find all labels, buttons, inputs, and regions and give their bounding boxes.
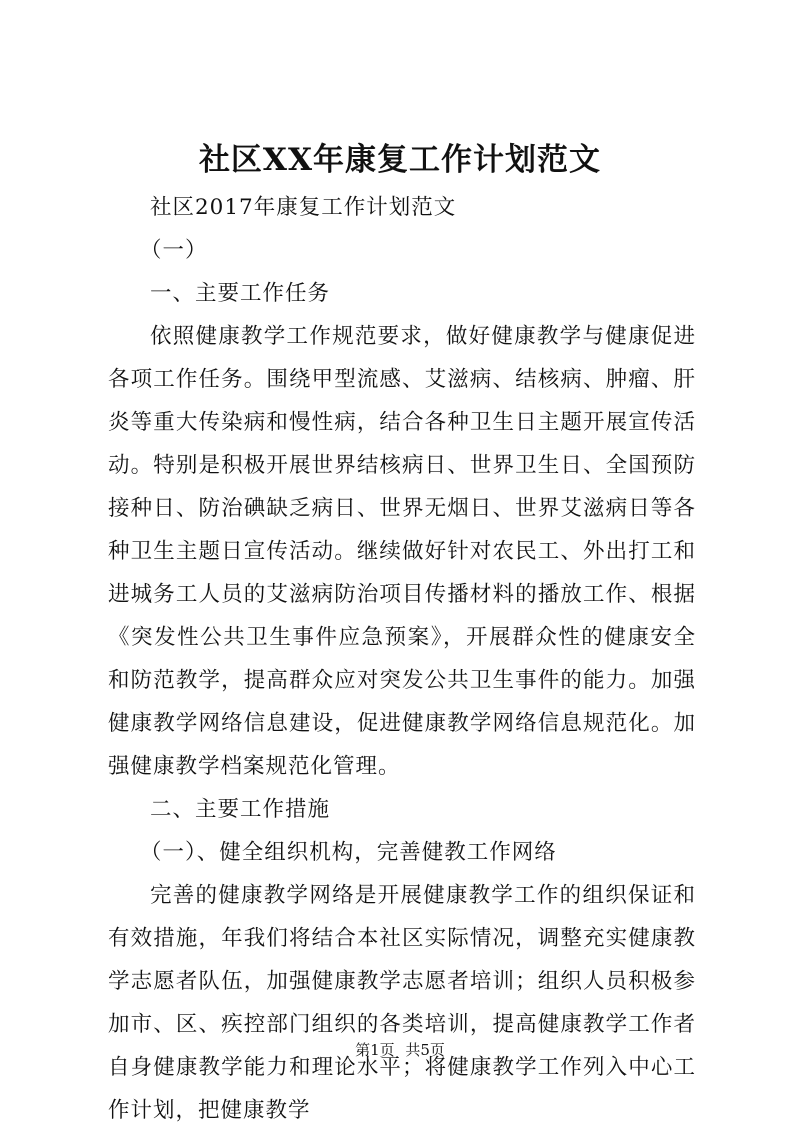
paragraph-tasks: 依照健康教学工作规范要求，做好健康教学与健康促进各项工作任务。围绕甲型流感、艾滋病、结核病、肿瘤、肝炎等重大传染病和慢性病，结合各种卫生日主题开展宣传活动。特别是积极开展世界结核病日、世界卫生日、全国预防接种日、防治碘缺乏病日、世界无烟日、世界艾滋病日等各种卫生主题日宣传活动。继续做好针对农民工、外出打工和进城务工人员的艾滋病防治项目传播材料的播放工作、根据《突发性公共卫生事件应急预案》，开展群众性的健康安全和防范教学，提高群众应对突发公共卫生事件的能力。加强健康教学网络信息建设，促进健康教学网络信息规范化。加强健康教学档案规范化管理。 [108,324,696,779]
section-heading-measures: 二、主要工作措施 [150,797,331,822]
document-body [108,186,696,1132]
document-subtitle: 社区2017年康复工作计划范文 [150,195,457,220]
section-heading-tasks: 一、主要工作任务 [150,281,331,306]
page-footer [0,1040,800,1060]
page-total: 共5页 [405,1041,445,1059]
page-number: 第1页 [355,1041,395,1059]
paragraph-organization: 完善的健康教学网络是开展健康教学工作的组织保证和有效措施，年我们将结合本社区实际情况，调整充实健康教学志愿者队伍，加强健康教学志愿者培训；组织人员积极参加市、区、疾控部门组织的各类培训，提高健康教学工作者自身健康教学能力和理论水平；将健康教学工作列入中心工作计划，把健康教学 [108,883,696,1123]
sub-heading-organization: （一）、健全组织机构，完善健教工作网络 [140,840,557,865]
document-title: 社区XX年康复工作计划范文 [198,142,602,178]
part-label: （一） [140,238,208,263]
